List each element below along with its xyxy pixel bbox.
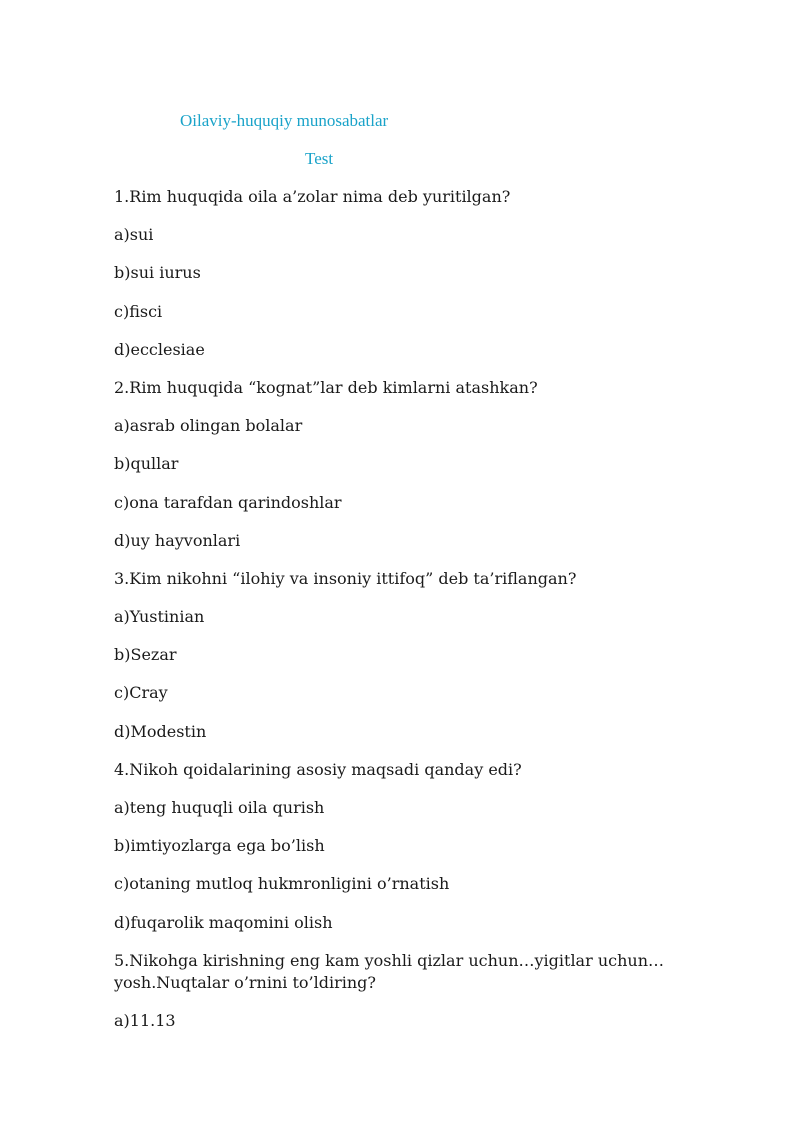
question-2: 2.Rim huquqida “kognat”lar deb kimlarni atashkan? (114, 377, 538, 397)
question-5-option-a: a)11.13 (114, 1010, 176, 1030)
question-4-option-d: d)fuqarolik maqomini olish (114, 912, 333, 932)
question-5 (114, 950, 714, 994)
test-body (114, 186, 714, 1048)
question-4: 4.Nikoh qoidalarining asosiy maqsadi qanday edi? (114, 759, 522, 779)
question-2-option-c: c)ona tarafdan qarindoshlar (114, 492, 342, 512)
question-1-option-d: d)ecclesiae (114, 339, 205, 359)
question-3-option-c: c)Cray (114, 683, 168, 703)
question-3: 3.Kim nikohni “ilohiy va insoniy ittifoq” deb ta’riflangan? (114, 568, 577, 588)
question-4-option-b: b)imtiyozlarga ega bo’lish (114, 836, 325, 856)
question-4-option-a: a)teng huquqli oila qurish (114, 798, 325, 817)
question-5-line-2: yosh.Nuqtalar o’rnini to’ldiring? (114, 972, 376, 992)
question-3-option-b: b)Sezar (114, 645, 177, 665)
question-2-option-a: a)asrab olingan bolalar (114, 416, 303, 436)
question-5-line-1: 5.Nikohga kirishning eng kam yoshli qizlar uchun…yigitlar uchun… (114, 950, 665, 970)
question-1-option-b: b)sui iurus (114, 263, 201, 283)
question-1: 1.Rim huquqida oila a’zolar nima deb yuritilgan? (114, 187, 511, 206)
question-1-option-c: c)fisci (114, 301, 163, 321)
question-2-option-b: b)qullar (114, 454, 179, 474)
document-subtitle: Test (305, 149, 334, 168)
question-2-option-d: d)uy hayvonlari (114, 530, 241, 550)
question-3-option-d: d)Modestin (114, 721, 207, 741)
question-4-option-c: c)otaning mutloq hukmronligini o’rnatish (114, 874, 450, 894)
question-1-option-a: a)sui (114, 225, 154, 245)
question-3-option-a: a)Yustinian (114, 607, 205, 627)
document-title: Oilaviy-huquqiy munosabatlar (180, 111, 389, 130)
